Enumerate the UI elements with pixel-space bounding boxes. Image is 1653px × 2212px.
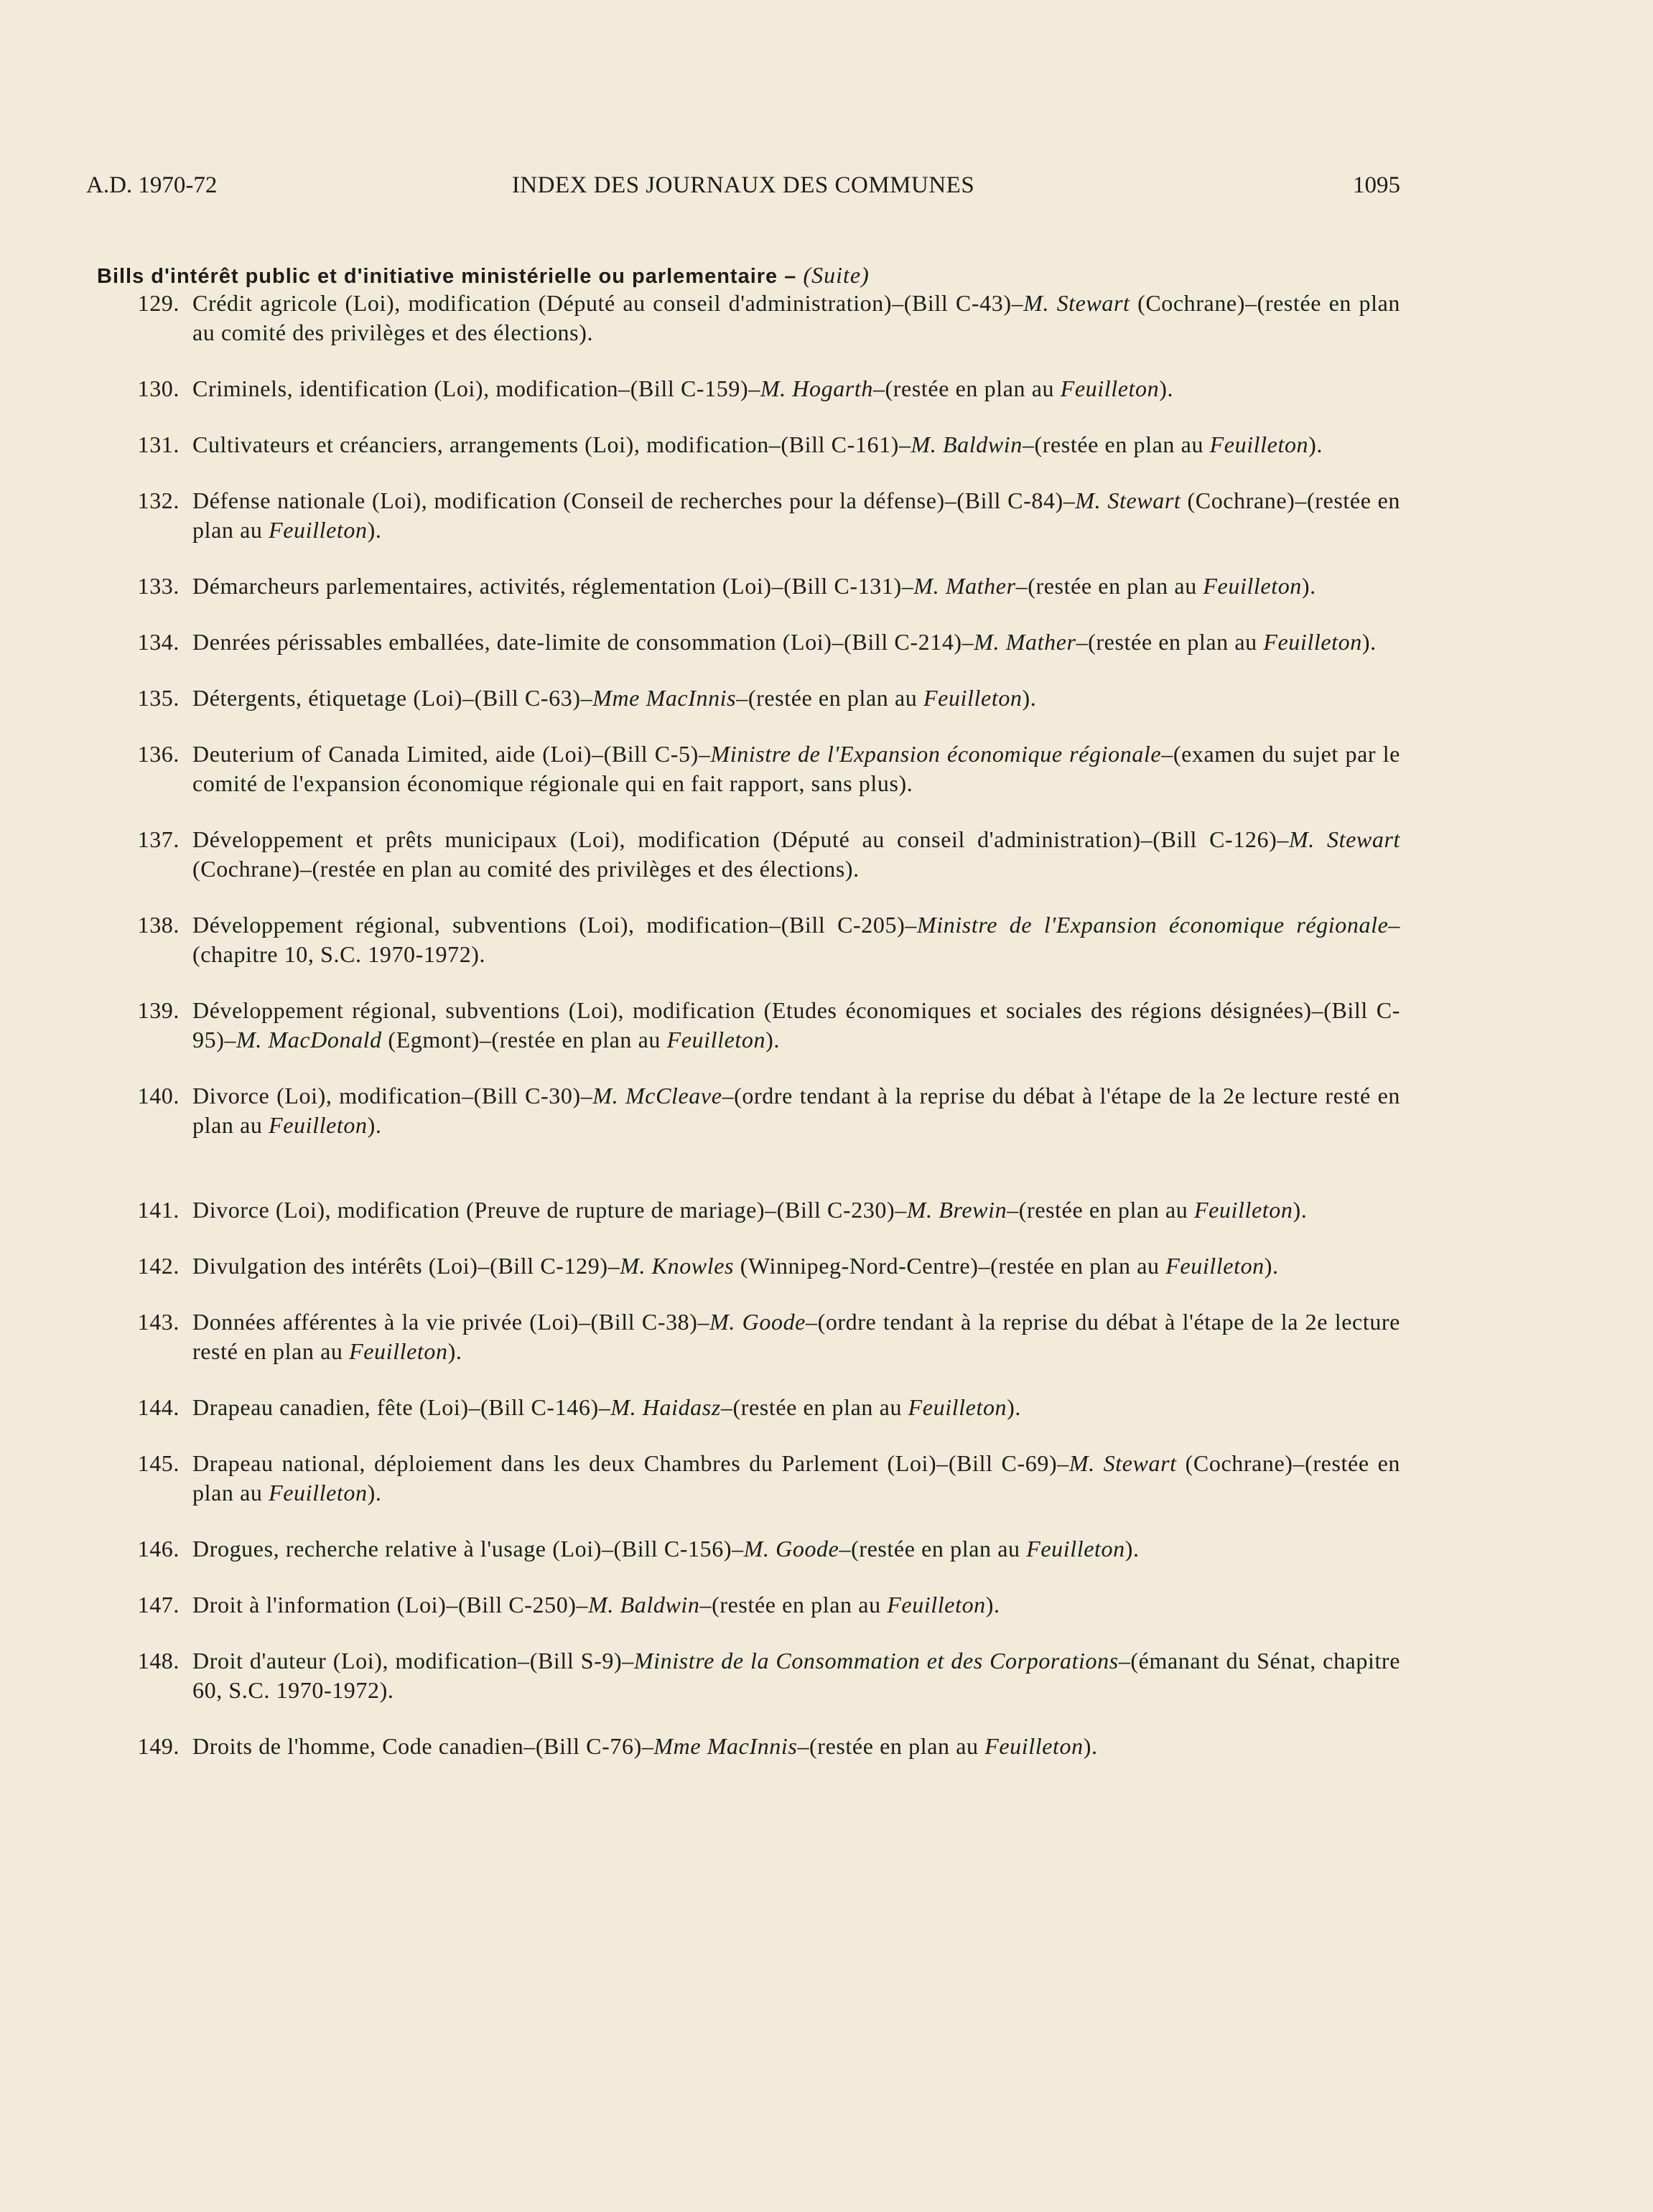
entry-number: 134. <box>137 629 180 655</box>
entry-number: 139. <box>137 997 180 1023</box>
entry-sponsor: Ministre de la Consommation et des Corporations <box>633 1648 1119 1674</box>
entry-end: ). <box>1007 1394 1022 1420</box>
list-item <box>122 1646 1400 1705</box>
entry-number: 143. <box>137 1309 180 1335</box>
entry-place: Feuilleton <box>1263 629 1362 655</box>
entry-number: 146. <box>137 1536 180 1562</box>
entry-status: (Cochrane)–(restée en plan au comité des privilèges et des élections). <box>192 856 860 882</box>
entry-status: –(examen du sujet par le comité de l'expansion économique régionale qui en fait rapport, sans plus). <box>192 741 1400 796</box>
entry-status: (Cochrane)–(restée en plan au <box>192 1450 1401 1506</box>
entry-status: –(restée en plan au <box>1015 573 1203 599</box>
list-item <box>122 289 1400 347</box>
entry-number: 136. <box>137 741 180 767</box>
entry-sponsor: M. Hogarth <box>760 375 873 401</box>
entry-place: Feuilleton <box>666 1027 766 1053</box>
entry-text: Divorce (Loi), modification–(Bill C-30)– <box>192 1083 593 1109</box>
entry-status: –(restée en plan au <box>736 685 923 711</box>
entry-sponsor: M. Mather <box>974 629 1076 655</box>
entry-status: –(chapitre 10, S.C. 1970-1972). <box>192 912 1400 967</box>
entry-text: Drapeau national, déploiement dans les deux Chambres du Parlement (Loi)–(Bill C-69)– <box>192 1450 1069 1476</box>
entry-status: (Egmont)–(restée en plan au <box>381 1027 667 1053</box>
entry-sponsor: M. Goode <box>743 1536 839 1562</box>
entry-text: Divorce (Loi), modification (Preuve de rupture de mariage)–(Bill C-230)– <box>192 1197 907 1223</box>
entry-end: ). <box>1159 375 1174 401</box>
entry-place: Feuilleton <box>984 1733 1084 1759</box>
entry-place: Feuilleton <box>1165 1253 1265 1279</box>
entry-end: ). <box>447 1338 462 1364</box>
section-heading <box>97 262 1404 289</box>
entry-sponsor: M. Baldwin <box>911 431 1023 457</box>
entry-text: Défense nationale (Loi), modification (Conseil de recherches pour la défense)–(Bill C-84)– <box>192 487 1076 513</box>
list-item <box>122 1251 1400 1281</box>
entry-place: Feuilleton <box>269 1480 368 1506</box>
entry-status: –(restée en plan au <box>872 375 1061 401</box>
list-item <box>122 739 1400 798</box>
entry-place: Feuilleton <box>887 1592 986 1618</box>
list-item <box>122 683 1400 713</box>
entry-end: ). <box>1124 1536 1140 1562</box>
entry-sponsor: M. Knowles <box>620 1253 735 1279</box>
entry-text: Drogues, recherche relative à l'usage (Loi)–(Bill C-156)– <box>192 1536 744 1562</box>
entry-place: Feuilleton <box>1203 573 1302 599</box>
entry-end: ). <box>367 517 382 543</box>
entry-end: ). <box>1264 1253 1279 1279</box>
entry-place: Feuilleton <box>1026 1536 1125 1562</box>
entry-number: 129. <box>137 290 180 316</box>
entry-sponsor: M. Haidasz <box>610 1394 721 1420</box>
entry-sponsor: M. Stewart <box>1068 1450 1177 1476</box>
list-item <box>122 1307 1400 1366</box>
entry-status: –(restée en plan au <box>1022 431 1210 457</box>
entry-number: 137. <box>137 826 180 852</box>
entry-sponsor: M. McCleave <box>592 1083 722 1109</box>
entry-end: ). <box>1293 1197 1308 1223</box>
entry-text: Droits de l'homme, Code canadien–(Bill C-76)– <box>192 1733 654 1759</box>
entry-end: ). <box>1308 431 1323 457</box>
entry-place: Feuilleton <box>269 517 368 543</box>
entry-end: ). <box>1083 1733 1098 1759</box>
list-item <box>122 486 1400 545</box>
entry-number: 132. <box>137 487 180 513</box>
running-head <box>86 172 1400 208</box>
entry-sponsor: M. Stewart <box>1075 487 1181 513</box>
header-years: A.D. 1970-72 <box>86 172 218 198</box>
entry-text: Développement et prêts municipaux (Loi), modification (Député au conseil d'administration)–(Bill C-126)– <box>192 826 1289 852</box>
entry-text: Démarcheurs parlementaires, activités, réglementation (Loi)–(Bill C-131)– <box>192 573 914 599</box>
entry-status: –(restée en plan au <box>720 1394 908 1420</box>
entry-place: Feuilleton <box>923 685 1023 711</box>
entry-sponsor: M. Baldwin <box>588 1592 700 1618</box>
entry-sponsor: M. Goode <box>709 1309 806 1335</box>
entry-status: –(restée en plan au <box>699 1592 888 1618</box>
list-item <box>122 571 1400 601</box>
entry-number: 133. <box>137 573 180 599</box>
list-item <box>122 1449 1400 1508</box>
entry-end: ). <box>765 1027 780 1053</box>
entry-place: Feuilleton <box>1060 375 1160 401</box>
entry-place: Feuilleton <box>349 1338 448 1364</box>
entry-text: Droit à l'information (Loi)–(Bill C-250)– <box>192 1592 589 1618</box>
entry-text: Denrées périssables emballées, date-limite de consommation (Loi)–(Bill C-214)– <box>192 629 974 655</box>
entry-text: Divulgation des intérêts (Loi)–(Bill C-129)– <box>192 1253 620 1279</box>
entry-status: (Cochrane)–(restée en plan au comité des privilèges et des élections). <box>192 290 1400 345</box>
entry-text: Données afférentes à la vie privée (Loi)–(Bill C-38)– <box>192 1309 710 1335</box>
entry-status: (Cochrane)–(restée en plan au <box>192 487 1401 543</box>
entry-status: (Winnipeg-Nord-Centre)–(restée en plan au <box>734 1253 1166 1279</box>
entry-status: –(ordre tendant à la reprise du débat à l'étape de la 2e lecture resté en plan au <box>192 1309 1400 1364</box>
entry-text: Crédit agricole (Loi), modification (Député au conseil d'administration)–(Bill C-43)– <box>192 290 1024 316</box>
list-item <box>122 1534 1400 1564</box>
entry-status: –(ordre tendant à la reprise du débat à l'étape de la 2e lecture resté en plan au <box>192 1083 1400 1138</box>
list-item <box>122 825 1400 884</box>
list-item <box>122 1195 1400 1225</box>
section-title: Bills d'intérêt public et d'initiative ministérielle ou parlementaire – <box>97 265 797 288</box>
entry-end: ). <box>1361 629 1377 655</box>
entry-number: 138. <box>137 912 180 938</box>
entry-number: 145. <box>137 1450 180 1476</box>
entry-sponsor: M. MacDonald <box>236 1027 382 1053</box>
entry-number: 142. <box>137 1253 180 1279</box>
list-item <box>122 1081 1400 1140</box>
entry-number: 147. <box>137 1592 180 1618</box>
entry-number: 141. <box>137 1197 180 1223</box>
entry-number: 130. <box>137 375 180 401</box>
section-suite: (Suite) <box>803 262 870 288</box>
entry-end: ). <box>367 1112 382 1138</box>
list-item <box>122 430 1400 459</box>
entry-place: Feuilleton <box>908 1394 1007 1420</box>
entry-end: ). <box>367 1480 382 1506</box>
entry-place: Feuilleton <box>269 1112 368 1138</box>
entry-text: Cultivateurs et créanciers, arrangements (Loi), modification–(Bill C-161)– <box>192 431 911 457</box>
entry-number: 148. <box>137 1648 180 1674</box>
entry-text: Criminels, identification (Loi), modification–(Bill C-159)– <box>192 375 760 401</box>
entry-sponsor: M. Mather <box>913 573 1016 599</box>
entry-status: –(restée en plan au <box>1076 629 1264 655</box>
entry-sponsor: Ministre de l'Expansion économique régionale <box>710 741 1162 767</box>
entry-sponsor: Ministre de l'Expansion économique régionale <box>916 912 1389 938</box>
entry-place: Feuilleton <box>1193 1197 1293 1223</box>
entry-status: –(émanant du Sénat, chapitre 60, S.C. 1970-1972). <box>192 1648 1400 1703</box>
entry-number: 131. <box>137 431 180 457</box>
entry-number: 140. <box>137 1083 180 1109</box>
bill-entries-list <box>122 289 1400 1788</box>
entry-number: 135. <box>137 685 180 711</box>
entry-end: ). <box>985 1592 1000 1618</box>
list-item <box>122 1590 1400 1620</box>
list-item <box>122 374 1400 403</box>
entry-sponsor: M. Brewin <box>906 1197 1007 1223</box>
header-title: INDEX DES JOURNAUX DES COMMUNES <box>511 172 975 198</box>
list-item <box>122 1732 1400 1761</box>
entry-end: ). <box>1022 685 1037 711</box>
list-item <box>122 627 1400 657</box>
entry-text: Développement régional, subventions (Loi), modification–(Bill C-205)– <box>192 912 917 938</box>
entry-place: Feuilleton <box>1209 431 1309 457</box>
entry-text: Détergents, étiquetage (Loi)–(Bill C-63)– <box>192 685 593 711</box>
entry-sponsor: M. Stewart <box>1023 290 1130 316</box>
entry-end: ). <box>1301 573 1316 599</box>
list-item <box>122 1393 1400 1422</box>
entry-number: 144. <box>137 1394 180 1420</box>
entry-text: Deuterium of Canada Limited, aide (Loi)–(Bill C-5)– <box>192 741 711 767</box>
page-number: 1095 <box>1353 172 1400 198</box>
entry-status: –(restée en plan au <box>1007 1197 1194 1223</box>
entry-status: –(restée en plan au <box>797 1733 985 1759</box>
list-item <box>122 910 1400 969</box>
entry-text: Développement régional, subventions (Loi), modification (Etudes économiques et sociales des régions désignées)–(Bill C-95)– <box>192 997 1400 1053</box>
entry-number: 149. <box>137 1733 180 1759</box>
entry-sponsor: M. Stewart <box>1288 826 1401 852</box>
entry-text: Droit d'auteur (Loi), modification–(Bill S-9)– <box>192 1648 634 1674</box>
entry-status: –(restée en plan au <box>839 1536 1027 1562</box>
entry-sponsor: Mme MacInnis <box>592 685 737 711</box>
entry-sponsor: Mme MacInnis <box>653 1733 798 1759</box>
entry-text: Drapeau canadien, fête (Loi)–(Bill C-146)– <box>192 1394 611 1420</box>
list-item <box>122 996 1400 1055</box>
